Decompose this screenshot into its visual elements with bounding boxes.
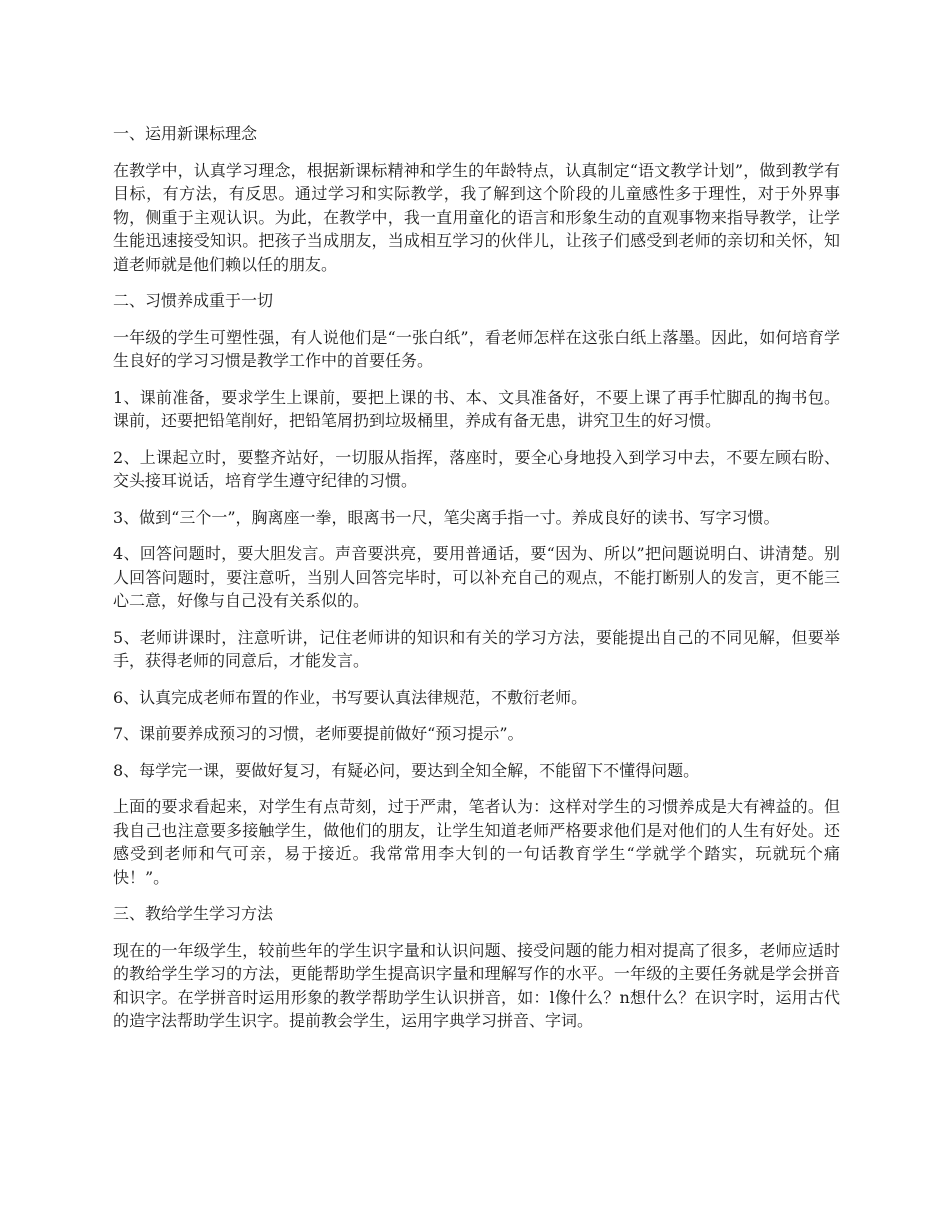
list-item: 2、上课起立时，要整齐站好，一切服从指挥，落座时，要全心身地投入到学习中去，不要左顾右盼、交头接耳说话，培育学生遵守纪律的习惯。	[113, 447, 840, 490]
paragraph: 现在的一年级学生，较前些年的学生识字量和认识问题、接受问题的能力相对提高了很多，老师应适时的教给学生学习的方法，更能帮助学生提高识字量和理解写作的水平。一年级的主要任务就是学会拼音和识字。在学拼音时运用形象的教学帮助学生认识拼音，如：l像什么？n想什么？在识字时，运用古代的造字法帮助学生识字。提前教会学生，运用字典学习拼音、字词。	[113, 940, 840, 1030]
list-item: 3、做到“三个一”，胸离座一拳，眼离书一尺，笔尖离手指一寸。养成良好的读书、写字习惯。	[113, 507, 780, 527]
document-page	[113, 122, 840, 1046]
list-item: 8、每学完一课，要做好复习，有疑必问，要达到全知全解，不能留下不懂得问题。	[113, 760, 700, 780]
section-heading: 三、教给学生学习方法	[113, 904, 274, 923]
paragraph: 上面的要求看起来，对学生有点苛刻，过于严肃，笔者认为：这样对学生的习惯养成是大有裨益的。但我自己也注意要多接触学生，做他们的朋友，让学生知道老师严格要求他们是对他们的人生有好处。还感受到老师和气可亲，易于接近。我常常用李大钊的一句话教育学生“学就学个踏实，玩就玩个痛快！”。	[113, 797, 840, 887]
section-heading: 二、习惯养成重于一切	[113, 291, 274, 310]
list-item: 5、老师讲课时，注意听讲，记住老师讲的知识和有关的学习方法，要能提出自己的不同见解，但要举手，获得老师的同意后，才能发言。	[113, 627, 840, 670]
list-item: 7、课前要养成预习的习惯，老师要提前做好“预习提示”。	[113, 724, 524, 743]
list-item: 6、认真完成老师布置的作业，书写要认真法律规范，不敷衍老师。	[113, 687, 588, 707]
section-heading: 一、运用新课标理念	[113, 124, 258, 143]
paragraph: 在教学中，认真学习理念，根据新课标精神和学生的年龄特点，认真制定“语文教学计划”，做到教学有目标，有方法，有反思。通过学习和实际教学，我了解到这个阶段的儿童感性多于理性，对于外界事物，侧重于主观认识。为此，在教学中，我一直用童化的语言和形象生动的直观事物来指导教学，让学生能迅速接受知识。把孩子当成朋友，当成相互学习的伙伴儿，让孩子们感受到老师的亲切和关怀，知道老师就是他们赖以任的朋友。	[113, 160, 840, 274]
list-item: 4、回答问题时，要大胆发言。声音要洪亮，要用普通话，要“因为、所以”把问题说明白、讲清楚。别人回答问题时，要注意听，当别人回答完毕时，可以补充自己的观点，不能打断别人的发言，更不能三心二意，好像与自己没有关系似的。	[113, 544, 840, 610]
list-item: 1、课前准备，要求学生上课前，要把上课的书、本、文具准备好，不要上课了再手忙脚乱的掏书包。课前，还要把铅笔削好，把铅笔屑扔到垃圾桶里，养成有备无患，讲究卫生的好习惯。	[113, 387, 840, 430]
paragraph: 一年级的学生可塑性强，有人说他们是“一张白纸”，看老师怎样在这张白纸上落墨。因此，如何培育学生良好的学习习惯是教学工作中的首要任务。	[113, 327, 840, 370]
